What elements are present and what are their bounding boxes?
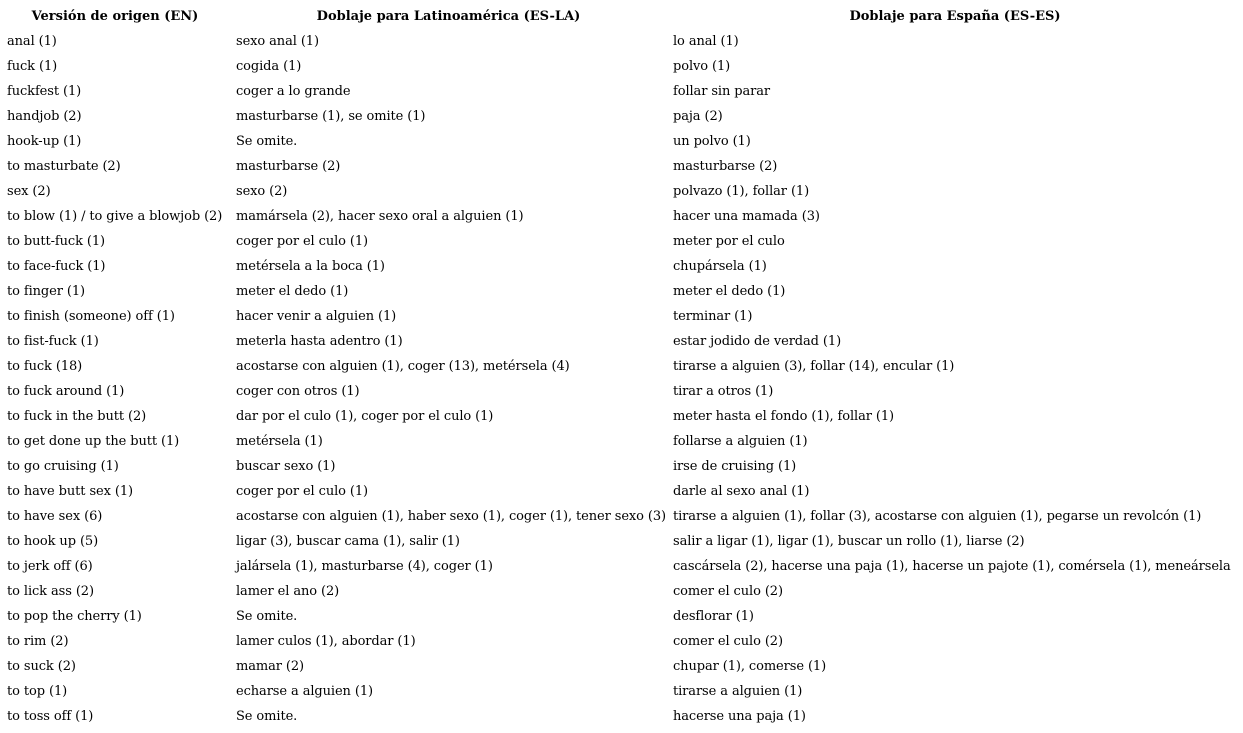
- cell-spain-translation: desflorar (1): [673, 609, 754, 624]
- cell-spain-translation: salir a ligar (1), ligar (1), buscar un rollo (1), liarse (2): [673, 534, 1025, 549]
- cell-source-term: sex (2): [7, 184, 51, 199]
- table-row: [0, 104, 1243, 129]
- table-row: [0, 654, 1243, 679]
- header-latam-dub: Doblaje para Latinoamérica (ES-LA): [316, 9, 581, 24]
- header-source-version: Versión de origen (EN): [31, 9, 199, 24]
- translation-table: [0, 4, 1243, 729]
- cell-latam-translation: mamar (2): [236, 659, 305, 674]
- cell-latam-translation: coger por el culo (1): [236, 484, 369, 499]
- table-row: [0, 329, 1243, 354]
- cell-source-term: to butt-fuck (1): [7, 234, 106, 249]
- cell-spain-translation: chupar (1), comerse (1): [673, 659, 827, 674]
- cell-source-term: to masturbate (2): [7, 159, 121, 174]
- cell-source-term: to rim (2): [7, 634, 69, 649]
- cell-latam-translation: echarse a alguien (1): [236, 684, 373, 699]
- cell-latam-translation: masturbarse (1), se omite (1): [236, 109, 426, 124]
- table-row: [0, 529, 1243, 554]
- table-body: [0, 29, 1243, 729]
- table-row: [0, 29, 1243, 54]
- cell-latam-translation: acostarse con alguien (1), coger (13), metérsela (4): [236, 359, 570, 374]
- table-row: [0, 604, 1243, 629]
- cell-latam-translation: metérsela (1): [236, 434, 323, 449]
- cell-source-term: to pop the cherry (1): [7, 609, 142, 624]
- cell-spain-translation: chupársela (1): [673, 259, 767, 274]
- cell-spain-translation: hacer una mamada (3): [673, 209, 820, 224]
- cell-source-term: handjob (2): [7, 109, 82, 124]
- cell-source-term: to finish (someone) off (1): [7, 309, 175, 324]
- cell-source-term: to toss off (1): [7, 709, 94, 724]
- cell-source-term: to face-fuck (1): [7, 259, 106, 274]
- cell-latam-translation: Se omite.: [236, 134, 298, 149]
- table-row: [0, 579, 1243, 604]
- cell-spain-translation: estar jodido de verdad (1): [673, 334, 842, 349]
- cell-spain-translation: lo anal (1): [673, 34, 739, 49]
- cell-latam-translation: mamársela (2), hacer sexo oral a alguien (1): [236, 209, 524, 224]
- cell-spain-translation: masturbarse (2): [673, 159, 778, 174]
- cell-source-term: fuck (1): [7, 59, 58, 74]
- cell-latam-translation: ligar (3), buscar cama (1), salir (1): [236, 534, 460, 549]
- table-row: [0, 679, 1243, 704]
- cell-source-term: to jerk off (6): [7, 559, 93, 574]
- table-row: [0, 254, 1243, 279]
- cell-source-term: to have butt sex (1): [7, 484, 133, 499]
- cell-source-term: to fist-fuck (1): [7, 334, 99, 349]
- cell-source-term: fuckfest (1): [7, 84, 82, 99]
- cell-spain-translation: comer el culo (2): [673, 584, 783, 599]
- cell-source-term: to fuck in the butt (2): [7, 409, 147, 424]
- table-row: [0, 304, 1243, 329]
- table-row: [0, 354, 1243, 379]
- cell-source-term: to hook up (5): [7, 534, 99, 549]
- table-row: [0, 704, 1243, 729]
- cell-spain-translation: cascársela (2), hacerse una paja (1), hacerse un pajote (1), comérsela (1), meneársela: [673, 559, 1231, 574]
- cell-source-term: to blow (1) / to give a blowjob (2): [7, 209, 223, 224]
- table-row: [0, 479, 1243, 504]
- cell-latam-translation: meter el dedo (1): [236, 284, 349, 299]
- table-row: [0, 154, 1243, 179]
- table-row: [0, 504, 1243, 529]
- cell-spain-translation: comer el culo (2): [673, 634, 783, 649]
- table-row: [0, 629, 1243, 654]
- table-row: [0, 279, 1243, 304]
- cell-source-term: hook-up (1): [7, 134, 82, 149]
- cell-latam-translation: metérsela a la boca (1): [236, 259, 385, 274]
- cell-spain-translation: hacerse una paja (1): [673, 709, 806, 724]
- cell-latam-translation: buscar sexo (1): [236, 459, 336, 474]
- cell-latam-translation: acostarse con alguien (1), haber sexo (1), coger (1), tener sexo (3): [236, 509, 667, 524]
- cell-spain-translation: darle al sexo anal (1): [673, 484, 810, 499]
- cell-spain-translation: polvazo (1), follar (1): [673, 184, 810, 199]
- table-row: [0, 179, 1243, 204]
- cell-latam-translation: meterla hasta adentro (1): [236, 334, 403, 349]
- cell-latam-translation: coger con otros (1): [236, 384, 360, 399]
- cell-latam-translation: lamer culos (1), abordar (1): [236, 634, 416, 649]
- cell-latam-translation: Se omite.: [236, 709, 298, 724]
- cell-source-term: to top (1): [7, 684, 68, 699]
- cell-spain-translation: tirarse a alguien (1): [673, 684, 803, 699]
- table-row: [0, 429, 1243, 454]
- cell-latam-translation: coger a lo grande: [236, 84, 351, 99]
- cell-spain-translation: terminar (1): [673, 309, 753, 324]
- table-row: [0, 229, 1243, 254]
- header-spain-dub: Doblaje para España (ES-ES): [849, 9, 1061, 24]
- cell-source-term: to go cruising (1): [7, 459, 119, 474]
- cell-source-term: to get done up the butt (1): [7, 434, 180, 449]
- cell-spain-translation: meter el dedo (1): [673, 284, 786, 299]
- cell-latam-translation: sexo anal (1): [236, 34, 319, 49]
- cell-spain-translation: meter hasta el fondo (1), follar (1): [673, 409, 895, 424]
- cell-latam-translation: jalársela (1), masturbarse (4), coger (1): [236, 559, 493, 574]
- table-header-row: [0, 4, 1243, 29]
- cell-spain-translation: tirarse a alguien (1), follar (3), acostarse con alguien (1), pegarse un revolcón (1): [673, 509, 1202, 524]
- cell-latam-translation: coger por el culo (1): [236, 234, 369, 249]
- cell-latam-translation: masturbarse (2): [236, 159, 341, 174]
- cell-spain-translation: tirarse a alguien (3), follar (14), encular (1): [673, 359, 955, 374]
- cell-spain-translation: un polvo (1): [673, 134, 751, 149]
- cell-source-term: to suck (2): [7, 659, 76, 674]
- cell-source-term: to lick ass (2): [7, 584, 94, 599]
- cell-latam-translation: cogida (1): [236, 59, 302, 74]
- cell-latam-translation: Se omite.: [236, 609, 298, 624]
- cell-source-term: anal (1): [7, 34, 57, 49]
- table-row: [0, 204, 1243, 229]
- cell-spain-translation: meter por el culo: [673, 234, 785, 249]
- cell-spain-translation: follarse a alguien (1): [673, 434, 808, 449]
- table-row: [0, 79, 1243, 104]
- cell-spain-translation: irse de cruising (1): [673, 459, 797, 474]
- cell-latam-translation: sexo (2): [236, 184, 288, 199]
- cell-source-term: to fuck (18): [7, 359, 83, 374]
- table-row: [0, 554, 1243, 579]
- cell-spain-translation: paja (2): [673, 109, 723, 124]
- cell-spain-translation: polvo (1): [673, 59, 731, 74]
- table-row: [0, 54, 1243, 79]
- cell-source-term: to have sex (6): [7, 509, 103, 524]
- cell-spain-translation: tirar a otros (1): [673, 384, 774, 399]
- table-row: [0, 379, 1243, 404]
- cell-latam-translation: lamer el ano (2): [236, 584, 340, 599]
- cell-source-term: to finger (1): [7, 284, 86, 299]
- table-row: [0, 129, 1243, 154]
- cell-latam-translation: hacer venir a alguien (1): [236, 309, 397, 324]
- cell-spain-translation: follar sin parar: [673, 84, 771, 99]
- table-row: [0, 454, 1243, 479]
- cell-latam-translation: dar por el culo (1), coger por el culo (1): [236, 409, 494, 424]
- table-row: [0, 404, 1243, 429]
- cell-source-term: to fuck around (1): [7, 384, 125, 399]
